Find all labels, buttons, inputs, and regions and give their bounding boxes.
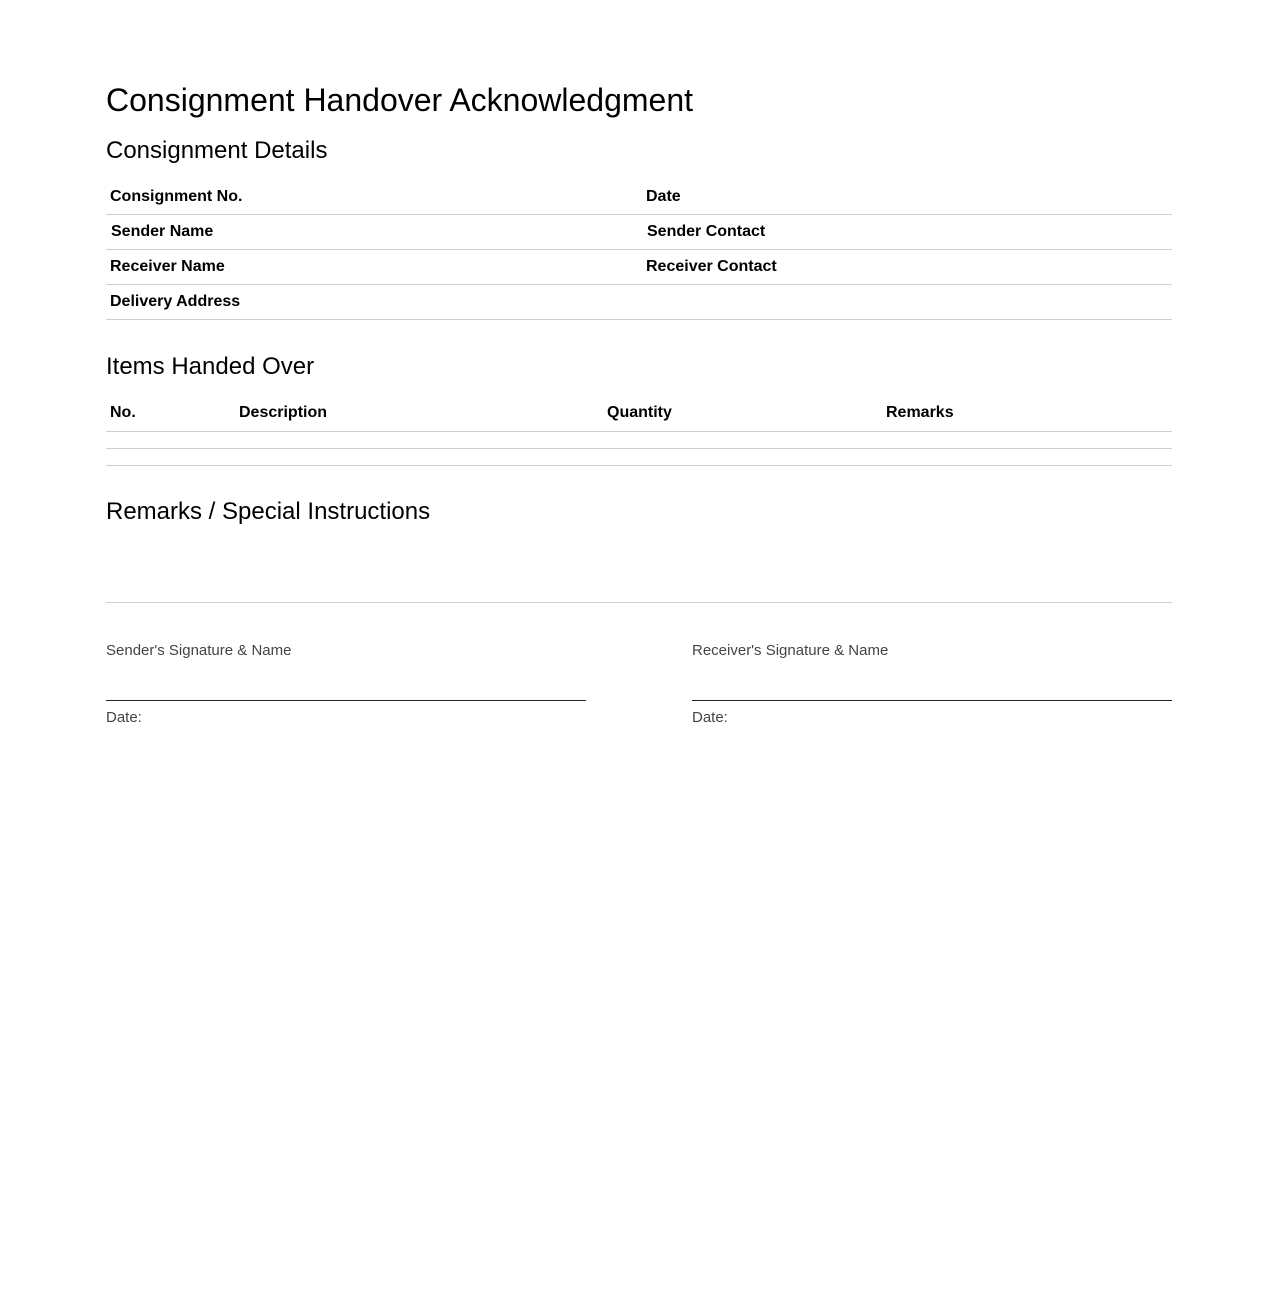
delivery-address-label: Delivery Address — [110, 293, 241, 310]
sender-contact-label: Sender Contact — [647, 223, 766, 240]
column-header-remarks: Remarks — [886, 404, 954, 421]
details-row-consignment-no — [106, 180, 1172, 215]
details-row-delivery-address — [106, 285, 1172, 320]
sender-name-label: Sender Name — [111, 223, 214, 240]
consignment-details-heading: Consignment Details — [106, 137, 328, 164]
items-table — [106, 396, 1172, 466]
items-handed-over-heading: Items Handed Over — [106, 353, 315, 380]
document-title: Consignment Handover Acknowledgment — [106, 82, 693, 118]
sender-date-label: Date: — [106, 709, 142, 726]
receiver-date-label: Date: — [692, 709, 728, 726]
column-header-description: Description — [239, 404, 328, 421]
remarks-heading: Remarks / Special Instructions — [106, 498, 431, 525]
details-row-sender — [106, 215, 1172, 250]
receiver-contact-label: Receiver Contact — [646, 258, 777, 275]
details-row-receiver — [106, 250, 1172, 285]
sender-signature-line[interactable] — [106, 700, 586, 701]
date-label: Date — [646, 188, 681, 205]
column-header-quantity: Quantity — [607, 404, 672, 421]
consignment-details-table — [106, 180, 1172, 320]
receiver-signature-label: Receiver's Signature & Name — [692, 642, 889, 659]
receiver-name-label: Receiver Name — [110, 258, 225, 275]
receiver-signature-line[interactable] — [692, 700, 1172, 701]
sender-signature-label: Sender's Signature & Name — [106, 642, 292, 659]
column-header-no: No. — [110, 404, 136, 421]
consignment-no-label: Consignment No. — [110, 188, 243, 205]
table-row — [106, 432, 1172, 449]
remarks-area[interactable] — [106, 540, 1172, 603]
items-table-header — [106, 396, 1172, 432]
table-row — [106, 449, 1172, 466]
